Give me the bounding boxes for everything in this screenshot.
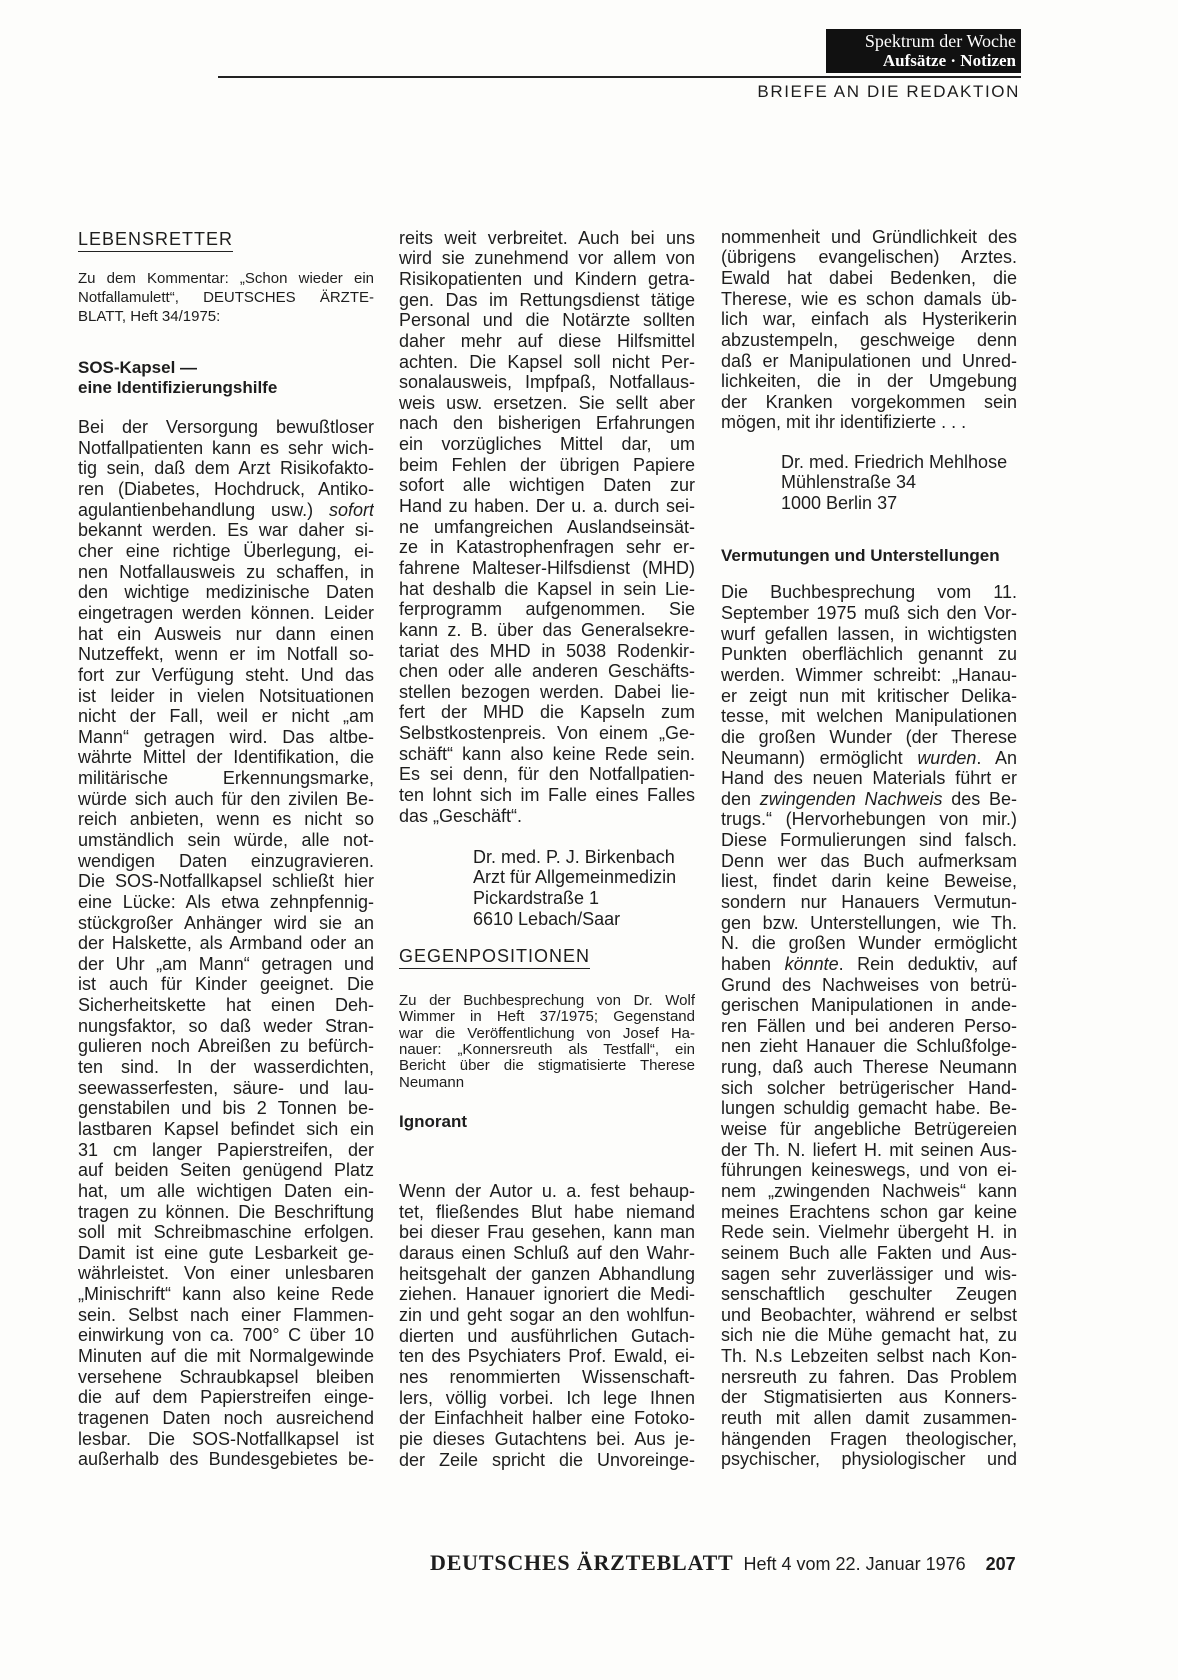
body-line: tig sein, daß dem Arzt Risikofakto- [78, 458, 374, 479]
body-line: ten des Psychiaters Prof. Ewald, ei- [399, 1346, 695, 1367]
letter1-title [78, 358, 277, 398]
body-line: Ewald hat dabei Bedenken, die [721, 267, 1017, 288]
body-line: Punkten oberflächlich genannt zu [721, 644, 1017, 665]
body-line: Diese Formulierungen sind falsch. [721, 830, 1017, 851]
signature-line: Pickardstraße 1 [473, 887, 600, 908]
signature-line: Mühlenstraße 34 [781, 472, 917, 493]
body-line: dierten und ausführlichen Gutach- [399, 1325, 695, 1346]
body-line: ten lohnt sich im Falle eines Falles [399, 784, 695, 805]
signature-line: Dr. med. Friedrich Mehlhose [781, 451, 1008, 472]
letter2-intro [399, 993, 695, 1091]
body-line: seewasserfesten, säure- und lau- [78, 1077, 374, 1098]
body-line: weis usw. ersetzen. Sie sellt aber [399, 392, 695, 413]
body-line: achten. Die Kapsel soll nicht Per- [399, 351, 695, 372]
title-line: SOS-Kapsel — [78, 358, 198, 377]
body-line: ren Fällen und bei anderen Perso- [721, 1015, 1017, 1036]
body-line: wendigen Daten einzugravieren. [78, 850, 374, 871]
body-line: der Th. N. liefert H. mit seinen Aus- [721, 1139, 1017, 1160]
body-line: Damit ist eine gute Lesbarkeit ge- [78, 1242, 374, 1263]
body-line: sich nie die Mühe gemacht hat, zu [721, 1325, 1017, 1346]
body-line: bei dieser Frau gesehen, kann man [399, 1222, 695, 1243]
body-line: nach den bisherigen Erfahrungen [399, 413, 695, 434]
body-line: hat, um alle wichtigen Daten ein- [78, 1180, 374, 1201]
body-line: Mann“ getragen wird. Das altbe- [78, 726, 374, 747]
body-line: wird sie zunehmend vor allem von [399, 248, 695, 269]
letter2-signature [781, 452, 1021, 514]
body-line: heitsgehalt der ganzen Abhandlung [399, 1263, 695, 1284]
body-line: haben könnte. Rein deduktiv, auf [721, 953, 1017, 974]
body-line: lichkeiten, die in der Umgebung [721, 371, 1017, 392]
body-line: 31 cm langer Papierstreifen, der [78, 1139, 374, 1160]
letter1-signature [473, 847, 703, 930]
intro-line: Bericht über die stigmatisierte Therese [399, 1058, 695, 1075]
intro-line: Zu der Buchbesprechung von Dr. Wolf [399, 992, 695, 1009]
body-line: Es sei denn, für den Notfallpatien- [399, 764, 695, 785]
body-line: nungsfaktor, so daß weder Stran- [78, 1015, 374, 1036]
body-line: militärische Erkennungsmarke, [78, 768, 374, 789]
body-line: hat deshalb die Kapsel in sein Lie- [399, 578, 695, 599]
badge-line-spektrum: Spektrum der Woche [864, 31, 1016, 51]
body-line: fahrene Malteser-Hilfsdienst (MHD) [399, 557, 695, 578]
body-line: hängenden Fragen theologischer, [721, 1428, 1017, 1449]
body-line: das „Geschäft“. [399, 805, 523, 826]
body-line: tragen zu können. Die Beschriftung [78, 1201, 374, 1222]
body-line: nersreuth zu fahren. Das Problem [721, 1366, 1017, 1387]
body-line: pie dieses Gutachtens bei. Aus je- [399, 1428, 695, 1449]
body-line: fert der MHD die Kapseln zum [399, 702, 695, 723]
letter1-body-column1 [78, 417, 374, 1470]
body-line: fort zur Verfügung steht. Und das [78, 664, 374, 685]
letter1-heading: LEBENSRETTER [78, 228, 233, 252]
body-line: sofort alle wichtigen Daten zur [399, 475, 695, 496]
body-line: einwirkung von ca. 700° C über 10 [78, 1325, 374, 1346]
body-line: psychischer, physiologischer und [721, 1449, 1017, 1470]
body-line: der Uhr „am Mann“ getragen und [78, 953, 374, 974]
body-line: der Kranken vorgekommen sein [721, 391, 1017, 412]
emphasis: könnte [784, 953, 839, 974]
body-line: Nutzeffekt, wenn er im Notfall so- [78, 644, 374, 665]
body-line: Wenn der Autor u. a. fest behaup- [399, 1181, 695, 1202]
intro-line: war die Veröffentlichung von Josef Ha- [399, 1025, 695, 1042]
body-line: Neumann) ermöglicht wurden. An [721, 747, 1017, 768]
issue-info: Heft 4 vom 22. Januar 1976 [743, 1554, 966, 1574]
body-line: sonalausweis, Impfpaß, Notfallaus- [399, 372, 695, 393]
body-line: Rede sein. Vielmehr übergeht H. in [721, 1222, 1017, 1243]
body-line: den wichtige medizinische Daten [78, 582, 374, 603]
body-line: auf beiden Seiten genügend Platz [78, 1160, 374, 1181]
body-line: er zeigt nun mit kritischer Delika- [721, 685, 1017, 706]
body-line: weise für angebliche Betrügereien [721, 1119, 1017, 1140]
body-line: umständlich sein würde, alle not- [78, 830, 374, 850]
body-line: gen. Das im Rettungsdienst tätige [399, 289, 695, 310]
body-line: reits weit verbreitet. Auch bei uns [399, 227, 695, 248]
body-line: ein vorzügliches Mittel dar, um [399, 434, 695, 455]
body-line: versehene Schraubkapsel bleiben [78, 1366, 374, 1387]
body-line: schäft“ kann also keine Rede sein. [399, 743, 695, 764]
letter1-body-column2 [399, 228, 695, 827]
body-line: sein. Selbst nach einer Flammen- [78, 1304, 374, 1325]
body-line: nommenheit und Gründlichkeit des [721, 226, 1017, 247]
body-line: meines Erachtens schon gar keine [721, 1201, 1017, 1222]
body-line: die auf dem Papierstreifen einge- [78, 1387, 374, 1408]
body-line: Die SOS-Notfallkapsel schließt hier [78, 871, 374, 892]
body-line: gerischen Manipulationen in ande- [721, 995, 1017, 1016]
letter2-title: Ignorant [399, 1112, 467, 1131]
body-line: den zwingenden Nachweis des Be- [721, 788, 1017, 809]
body-line: sagen sehr zuverlässiger und wis- [721, 1263, 1017, 1284]
body-line: daher mehr auf diese Hilfsmittel [399, 330, 695, 351]
body-line: ren (Diabetes, Hochdruck, Antiko- [78, 479, 374, 500]
intro-line: Zu dem Kommentar: „Schon wieder ein [78, 269, 374, 287]
body-line: tariat des MHD in 5038 Rodenkir- [399, 640, 695, 661]
body-line: sich solcher betrügerischer Hand- [721, 1077, 1017, 1098]
body-line: nen zieht Hanauer die Schlußfolge- [721, 1036, 1017, 1057]
body-line: rung, daß auch Therese Neumann [721, 1057, 1017, 1078]
body-line: der Einfachheit halber eine Fotoko- [399, 1408, 695, 1429]
letter1-intro [78, 269, 374, 326]
body-line: daraus einen Schluß auf den Wahr- [399, 1243, 695, 1264]
body-line: nen Notfallausweis zu schaffen, in [78, 561, 374, 582]
body-line: Minuten auf die mit Normalgewinde [78, 1346, 374, 1367]
body-line: Sicherheitskette hat einen Deh- [78, 995, 374, 1016]
body-line: Denn wer das Buch aufmerksam [721, 850, 1017, 871]
title-line: eine Identifizierungshilfe [78, 378, 278, 397]
body-line: eingetragen werden können. Leider [78, 602, 374, 623]
letter3-title: Vermutungen und Unterstellungen [721, 546, 1000, 565]
body-line: die großen Wunder (der Therese [721, 726, 1017, 747]
body-line: cher eine richtige Überlegung, ei- [78, 541, 374, 562]
body-line: ne umfangreichen Auslandseinsät- [399, 516, 695, 537]
section-title: BRIEFE AN DIE REDAKTION [757, 82, 1020, 101]
page-footer [430, 1550, 1016, 1576]
body-line: reich anbieten, wenn es nicht so [78, 809, 374, 830]
badge-line-aufsaetze: Aufsätze · Notizen [882, 51, 1016, 70]
body-line: ferprogramm aufgenommen. Sie [399, 599, 695, 620]
body-line: außerhalb des Bundesgebietes be- [78, 1449, 374, 1470]
masthead-badge [826, 29, 1021, 73]
journal-name: DEUTSCHES ÄRZTEBLATT [430, 1550, 734, 1575]
body-line: sondern nur Hanauers Vermutun- [721, 892, 1017, 912]
body-line: währte Mittel der Identifikation, die [78, 747, 374, 768]
body-line: nicht der Fall, weil er nicht „am [78, 706, 374, 727]
body-line: chen oder alle anderen Geschäfts- [399, 661, 695, 682]
body-line: der Halskette, als Armband oder an [78, 933, 374, 954]
body-line: der Stigmatisierten aus Konners- [721, 1387, 1017, 1408]
emphasis: wurden [917, 747, 977, 768]
body-line: lastbaren Kapsel befindet sich ein [78, 1118, 374, 1139]
body-line: Therese, wie es schon damals üb- [721, 288, 1017, 309]
body-line: ze in Katastrophenfragen sehr er- [399, 537, 695, 558]
letter2-heading: GEGENPOSITIONEN [399, 945, 590, 969]
body-line: gen bzw. Unterstellungen, wie Th. [721, 912, 1017, 933]
body-line: zin und geht sogar an den wohlfun- [399, 1305, 695, 1326]
body-line: (übrigens evangelischen) Arztes. [721, 247, 1017, 268]
body-line: mögen, mit ihr identifizierte . . . [721, 412, 967, 433]
body-line: der Zeile spricht die Unvoreinge- [399, 1449, 695, 1470]
body-line: hat ein Ausweis nur dann einen [78, 623, 374, 644]
letter3-body [721, 582, 1017, 1470]
body-line: agulantienbehandlung usw.) sofort [78, 499, 374, 520]
body-line: und Beobachter, während er selbst [721, 1304, 1017, 1325]
intro-line: Neumann [399, 1074, 465, 1091]
body-line: nes renommierten Wissenschaft- [399, 1366, 695, 1387]
body-line: Th. N.s Lebzeiten selbst nach Kon- [721, 1346, 1017, 1367]
body-line: Risikopatienten und Kindern getra- [399, 268, 695, 289]
body-line: werden. Wimmer schreibt: „Hanau- [721, 664, 1017, 685]
emphasis: sofort [328, 499, 374, 520]
signature-line: 1000 Berlin 37 [781, 492, 898, 513]
body-line: lungen schuldig gemacht habe. Be- [721, 1098, 1017, 1119]
body-line: trugs.“ (Hervorhebungen von mir.) [721, 809, 1017, 830]
intro-line: Wimmer in Heft 37/1975; Gegenstand [399, 1009, 695, 1026]
body-line: liest, findet darin keine Beweise, [721, 871, 1017, 892]
body-line: eine Lücke: Als etwa zehnpfennig- [78, 891, 374, 912]
letter2-body-column2 [399, 1181, 695, 1470]
body-line: Selbstkostenpreis. Von einem „Ge- [399, 723, 695, 744]
body-line: senschaftlich geschulter Zeugen [721, 1284, 1017, 1305]
body-line: September 1975 muß sich den Vor- [721, 603, 1017, 624]
body-line: tet, fließendes Blut habe niemand [399, 1201, 695, 1222]
body-line: stellen bezogen werden. Dabei lie- [399, 681, 695, 702]
header-rule [218, 76, 1021, 78]
body-line: ist leider in vielen Notsituationen [78, 685, 374, 706]
body-line: bekannt werden. Es war daher si- [78, 520, 374, 541]
emphasis: zwingenden Nachweis [759, 788, 943, 809]
body-line: Hand zu haben. Der u. a. durch sei- [399, 496, 695, 517]
body-line: Die Buchbesprechung vom 11. [721, 582, 1017, 603]
body-line: reuth mit allen damit zusammen- [721, 1408, 1017, 1429]
body-line: seinem Buch alle Fakten und Aus- [721, 1242, 1017, 1263]
body-line: führungen keineswegs, und von ei- [721, 1160, 1017, 1181]
page-number: 207 [985, 1554, 1016, 1574]
body-line: abzustempeln, geschweige denn [721, 329, 1017, 350]
signature-line: Dr. med. P. J. Birkenbach [473, 846, 675, 867]
body-line: ten sind. In der wasserdichten, [78, 1057, 374, 1078]
body-line: kann z. B. über das Generalsekre- [399, 619, 695, 640]
signature-line: Arzt für Allgemeinmedizin [473, 867, 677, 888]
body-line: tesse, mit welchen Manipulationen [721, 706, 1017, 727]
intro-line: nauer: „Konnersreuth als Testfall“, ein [399, 1041, 695, 1058]
body-line: würde sich auch für den zivilen Be- [78, 788, 374, 809]
body-line: Grund des Nachweises von betrü- [721, 974, 1017, 995]
letter2-body-column3 [721, 227, 1017, 433]
body-line: Personal und die Notärzte sollten [399, 310, 695, 331]
body-line: ist auch für Kinder geeignet. Die [78, 974, 374, 995]
body-line: daß er Manipulationen und Unred- [721, 350, 1017, 371]
body-line: lers, völlig vorbei. Ich lege Ihnen [399, 1387, 695, 1408]
body-line: gulieren noch Abreißen zu befürch- [78, 1036, 374, 1057]
signature-line: 6610 Lebach/Saar [473, 908, 621, 929]
body-line: währleistet. Von einer unlesbaren [78, 1263, 374, 1284]
body-line: „Minischrift“ kann also keine Rede [78, 1284, 374, 1305]
body-line: beim Fehlen der übrigen Papiere [399, 454, 695, 475]
body-line: Hand des neuen Materials führt er [721, 768, 1017, 789]
body-line: tragenen Daten noch ausreichend [78, 1407, 374, 1428]
body-line: wurf gefallen lassen, in wichtigsten [721, 623, 1017, 644]
body-line: Notfallpatienten kann es sehr wich- [78, 437, 374, 458]
body-line: lich war, einfach als Hysterikerin [721, 309, 1017, 330]
body-line: Bei der Versorgung bewußtloser [78, 417, 374, 438]
body-line: nem „zwingenden Nachweis“ kann [721, 1180, 1017, 1201]
intro-line: BLATT, Heft 34/1975: [78, 307, 221, 325]
body-line: N. die großen Wunder ermöglicht [721, 933, 1017, 954]
body-line: stückgroßer Anhänger wird sie an [78, 912, 374, 933]
body-line: lesbar. Die SOS-Notfallkapsel ist [78, 1428, 374, 1449]
body-line: genstabilen und bis 2 Tonnen be- [78, 1098, 374, 1119]
body-line: ziehen. Hanauer ignoriert die Medi- [399, 1284, 695, 1305]
body-line: soll mit Schreibmaschine erfolgen. [78, 1222, 374, 1243]
intro-line: Notfallamulett“, DEUTSCHES ÄRZTE- [78, 288, 374, 306]
